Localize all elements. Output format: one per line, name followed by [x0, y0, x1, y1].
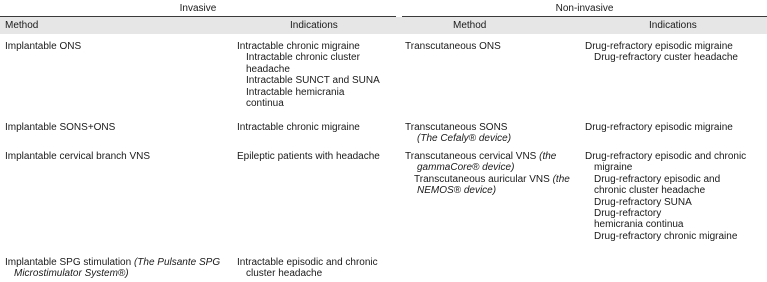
row-spg-invasive-indications: Intractable episodic and chronic cluster headache — [237, 257, 378, 280]
row-vns-non-invasive-indications: Drug-refractory episodic and chronic migraine Drug-refractory episodic and chronic cluster headache Drug-refractory SUNA Drug-refractory hemicrania continua Drug-refractory chronic migraine — [585, 151, 747, 242]
row-vns-non-invasive-method: Transcutaneous cervical VNS (the gammaCore® device) Transcutaneous auricular VNS (the NEMOS® device) — [405, 151, 570, 197]
row-sons-ons-non-invasive-indications: Drug-refractory episodic migraine — [585, 122, 733, 133]
column-header-invasive-method: Method — [5, 20, 39, 31]
column-header-invasive-indications: Indications — [290, 20, 338, 31]
row-ons-invasive-method: Implantable ONS — [5, 41, 82, 52]
row-ons-non-invasive-indications: Drug-refractory episodic migraine Drug-refractory custer headache — [585, 41, 738, 64]
row-ons-invasive-indications: Intractable chronic migraine Intractable chronic cluster headache Intractable SUNCT and SUNA Intractable hemicrania continua — [237, 41, 380, 110]
column-header-row — [0, 17, 767, 34]
column-header-non-invasive-method: Method — [453, 20, 487, 31]
row-sons-ons-invasive-indications: Intractable chronic migraine — [237, 122, 360, 133]
row-sons-ons-non-invasive-method: Transcutaneous SONS (The Cefaly® device) — [405, 122, 512, 145]
group-header-non-invasive: Non-invasive — [555, 3, 614, 14]
row-vns-invasive-method: Implantable cervical branch VNS — [5, 151, 151, 162]
row-spg-invasive-method: Implantable SPG stimulation (The Pulsante SPG Microstimulator System®) — [5, 257, 221, 280]
row-sons-ons-invasive-method: Implantable SONS+ONS — [5, 122, 116, 133]
row-ons-non-invasive-method: Transcutaneous ONS — [405, 41, 501, 52]
row-vns-invasive-indications: Epileptic patients with headache — [237, 151, 380, 162]
column-header-non-invasive-indications: Indications — [649, 20, 697, 31]
group-header-invasive: Invasive — [179, 3, 217, 14]
